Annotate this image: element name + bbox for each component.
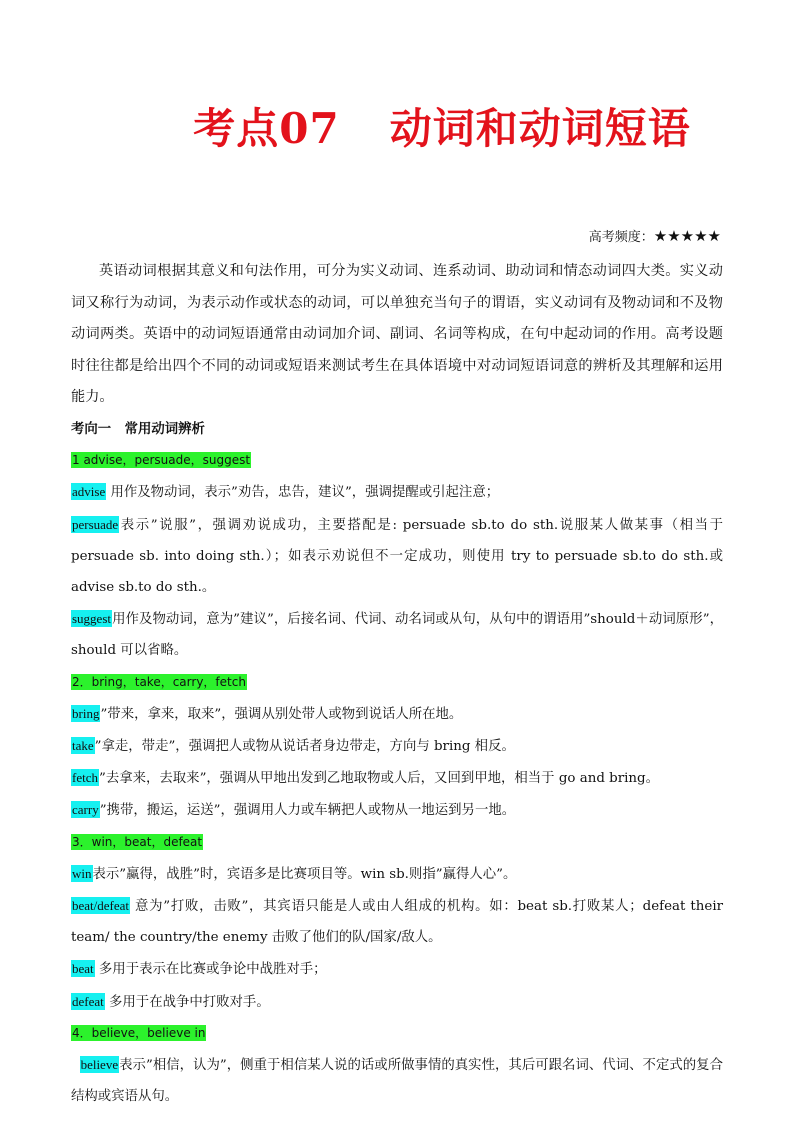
- document-body: [71, 256, 723, 1112]
- title-number: 考点07: [193, 104, 340, 153]
- frequency-rating: [589, 226, 721, 245]
- text-beat-defeat: 意为”打败，击败”，其宾语只能是人或由人组成的机构。如：beat sb.打败某人；defeat their team/ the country/the enemy 击败了他们的队/国家/敌人。: [71, 899, 723, 946]
- text-defeat: 多用于在战争中打败对手。: [104, 994, 270, 1010]
- text-advise: 用作及物动词，表示”劝告，忠告，建议”，强调提醒或引起注意；: [106, 485, 500, 501]
- entry-persuade: [71, 509, 723, 604]
- text-fetch: ”去拿来，去取来”，强调从甲地出发到乙地取物或人后，又回到甲地，相当于 go and bring。: [98, 771, 659, 787]
- entry-win: [71, 858, 723, 890]
- entry-carry: [71, 794, 723, 826]
- keyword-persuade: persuade: [72, 516, 119, 532]
- keyword-carry: carry: [72, 802, 99, 818]
- entry-beat: [71, 953, 723, 985]
- text-carry: ”携带，搬运，运送”，强调用人力或车辆把人或物从一地运到另一地。: [99, 803, 516, 819]
- entry-advise: [71, 476, 723, 508]
- entry-defeat: [71, 986, 723, 1018]
- keyword-take: take: [72, 738, 94, 753]
- keyword-beat-defeat: beat/defeat: [72, 898, 130, 914]
- text-take: ”拿走，带走”，强调把人或物从说话者身边带走，方向与 bring 相反。: [94, 739, 515, 754]
- group-heading-2: 2．bring，take，carry，fetch: [72, 674, 246, 689]
- frequency-label: 高考频度：: [588, 230, 654, 245]
- text-persuade: 表示”说服”，强调劝说成功，主要搭配是: persuade sb.to do sth.说服某人做某事（相当于 persuade sb. into doing sth.）；如表示劝说但不一定成功，则使用 try to persuade sb.to do sth.或 advise sb.to do sth.。: [71, 517, 723, 595]
- text-bring: ”带来，拿来，取来”，强调从别处带人或物到说话人所在地。: [100, 706, 463, 722]
- entry-fetch: [71, 762, 723, 794]
- page-title: [0, 96, 794, 156]
- keyword-win: win: [72, 865, 92, 881]
- keyword-fetch: fetch: [72, 770, 98, 786]
- text-believe: 表示”相信，认为”，侧重于相信某人说的话或所做事情的真实性，其后可跟名词、代词、不定式的复合结构或宾语从句。: [71, 1058, 723, 1105]
- group-heading-1: 1 advise，persuade，suggest: [72, 453, 251, 468]
- keyword-bring: bring: [72, 705, 100, 721]
- section-heading: 考向一 常用动词辨析: [71, 420, 205, 437]
- text-suggest: 用作及物动词，意为”建议”，后接名词、代词、动名词或从句，从句中的谓语用”should＋动词原形”，should 可以省略。: [71, 612, 723, 659]
- text-beat: 多用于表示在比赛或争论中战胜对手；: [94, 962, 327, 978]
- group-heading-3: 3．win，beat，defeat: [72, 834, 203, 849]
- title-text: 动词和动词短语: [389, 104, 691, 153]
- keyword-believe: believe: [80, 1057, 119, 1073]
- keyword-defeat: defeat: [72, 993, 104, 1009]
- keyword-suggest: suggest: [72, 611, 111, 627]
- entry-bring: [71, 698, 723, 730]
- entry-take: [71, 730, 723, 762]
- entry-beat-defeat: [71, 890, 723, 953]
- entry-suggest: [71, 603, 723, 666]
- star-rating-icon: ★★★★★: [653, 227, 721, 245]
- keyword-beat: beat: [72, 961, 94, 977]
- text-win: 表示”赢得，战胜”时，宾语多是比赛项目等。win sb.则指”赢得人心”。: [92, 866, 517, 882]
- keyword-advise: advise: [72, 484, 106, 500]
- entry-believe: [71, 1049, 723, 1112]
- intro-paragraph: 英语动词根据其意义和句法作用，可分为实义动词、连系动词、助动词和情态动词四大类。实义动词又称行为动词，为表示动作或状态的动词，可以单独充当句子的谓语，实义动词有及物动词和不及物动词两类。英语中的动词短语通常由动词加介词、副词、名词等构成，在句中起动词的作用。高考设题时往往都是给出四个不同的动词或短语来测试考生在具体语境中对动词短语词意的辨析及其理解和运用能力。: [71, 263, 723, 406]
- group-heading-4: 4．believe，believe in: [72, 1025, 206, 1040]
